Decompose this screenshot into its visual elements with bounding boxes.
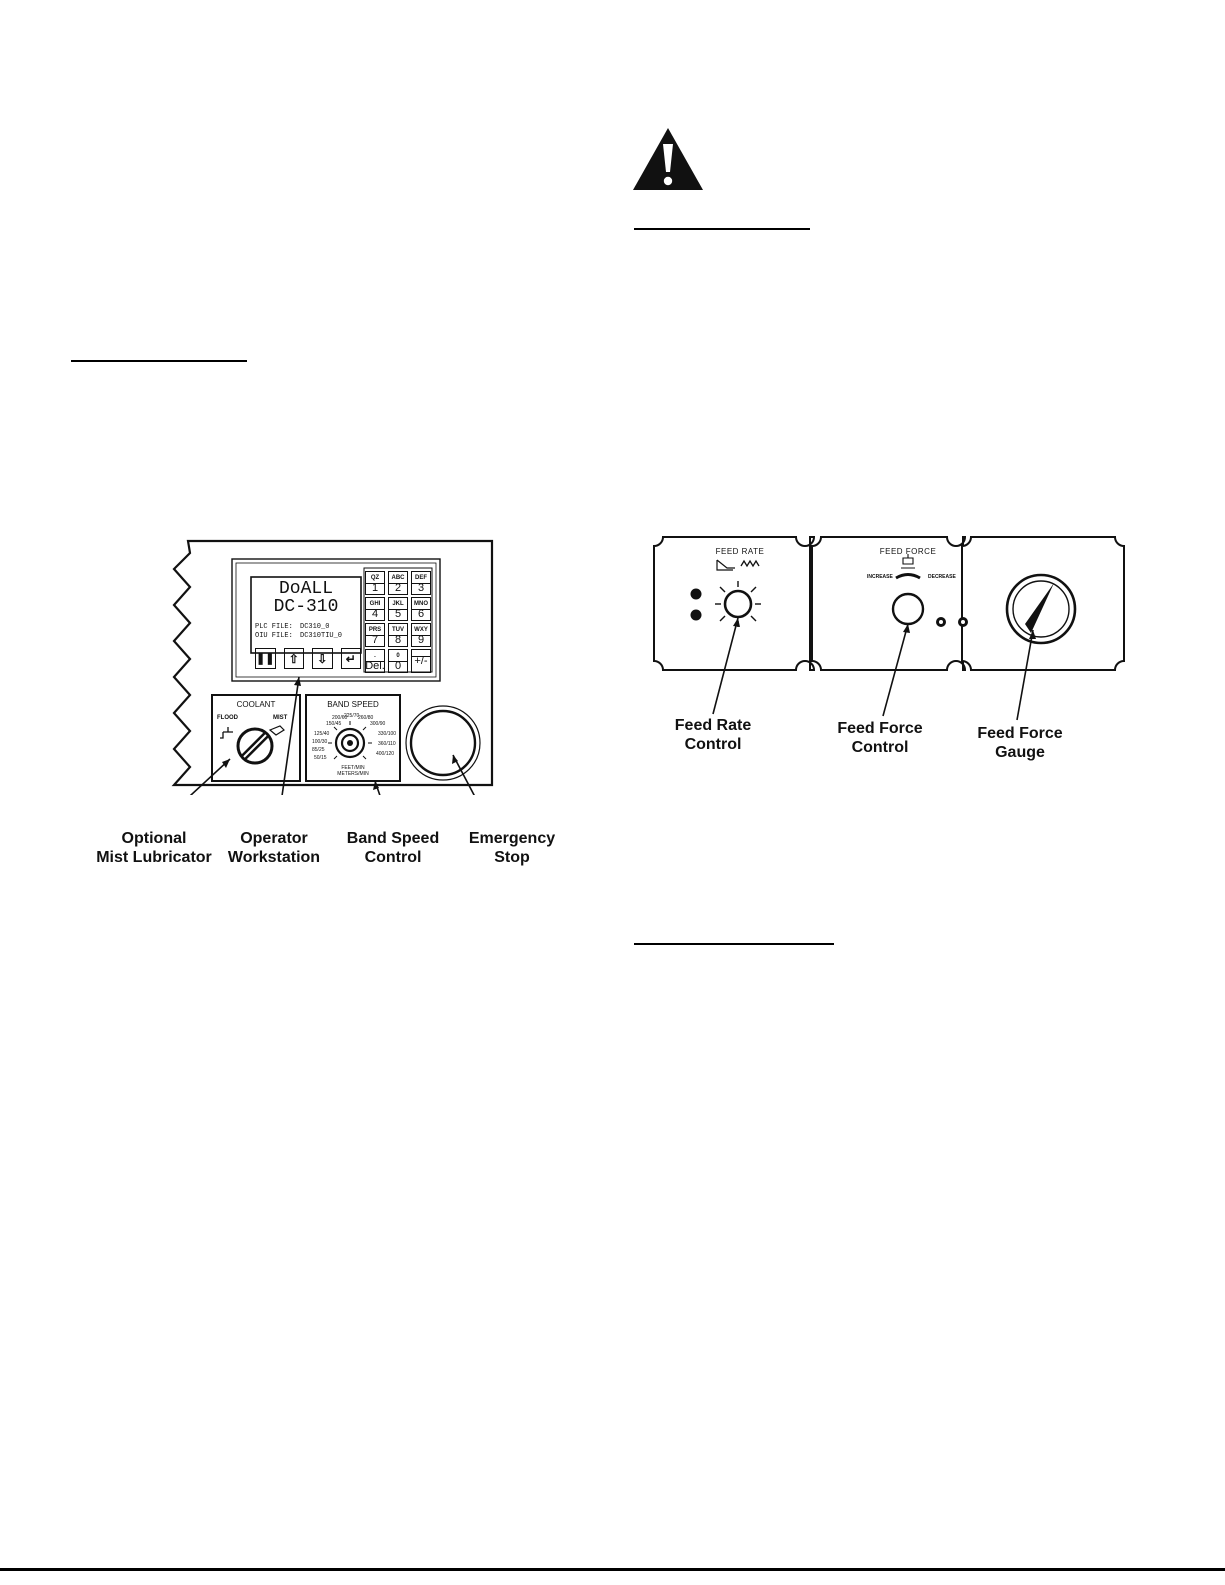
- keypad-key[interactable]: [411, 597, 431, 621]
- lcd-model: DC-310: [273, 597, 339, 617]
- callout-feed-rate-control: Feed Rate Control: [674, 717, 752, 753]
- keypad-key-letters: ABC: [389, 574, 407, 584]
- keypad-key-digit: 8: [394, 633, 402, 646]
- band-speed-scale-mark: 100/30: [312, 739, 328, 745]
- band-speed-scale-mark: 200/60: [332, 715, 348, 721]
- keypad-key-digit: 1: [371, 581, 379, 594]
- keypad-key-digit: 5: [394, 607, 402, 620]
- callout-feed-force-gauge: Feed Force Gauge: [977, 725, 1063, 761]
- keypad-key-letters: TUV: [389, 626, 407, 636]
- keypad-key-letters: MNO: [412, 600, 430, 610]
- nav-buttons: [255, 648, 361, 670]
- lcd-oiu-value: DC310TIU_0: [300, 632, 343, 640]
- keypad-key-letters: DEF: [412, 574, 430, 584]
- scroll-down-button[interactable]: ⇩: [312, 648, 333, 669]
- band-speed-scale-mark: 150/45: [326, 721, 342, 727]
- lcd-plc-value: DC310_0: [300, 623, 330, 631]
- keypad-key[interactable]: [365, 571, 385, 595]
- band-speed-scale-mark: 300/90: [370, 721, 386, 727]
- keypad-key-letters: PRS: [366, 626, 384, 636]
- increase-label: INCREASE: [867, 574, 893, 580]
- keypad-key-letters: .: [366, 652, 384, 662]
- feed-rate-title: FEED RATE: [715, 547, 765, 556]
- feed-force-title: FEED FORCE: [879, 547, 937, 556]
- section-rule-right-top: [634, 228, 810, 230]
- keypad-key-letters: QZ: [366, 574, 384, 584]
- keypad-key-digit: 0: [394, 659, 402, 672]
- section-rule-left: [71, 360, 247, 362]
- keypad-key[interactable]: [411, 649, 431, 673]
- callout-operator-workstation: Operator Workstation: [227, 830, 321, 866]
- page-bottom-border: [0, 1568, 1225, 1571]
- band-speed-scale-mark: 85/25: [312, 747, 325, 753]
- keypad-key[interactable]: [365, 649, 385, 673]
- band-speed-scale-mark: 360/110: [378, 741, 396, 747]
- keypad-key[interactable]: [411, 623, 431, 647]
- lcd-plc-label: PLC FILE:: [255, 623, 293, 631]
- section-rule-right-bottom: [634, 943, 834, 945]
- coolant-flood-label: FLOOD: [217, 715, 238, 721]
- band-speed-units-feet: FEET/MIN: [341, 765, 365, 771]
- keypad-key-digit: 9: [417, 633, 425, 646]
- band-speed-scale-mark: 330/100: [378, 731, 397, 737]
- keypad-key-digit: 4: [371, 607, 379, 620]
- callout-emergency-stop: Emergency Stop: [468, 830, 556, 866]
- keypad-key-digit: +/-: [414, 655, 428, 667]
- keypad-key-digit: 3: [417, 581, 425, 594]
- band-speed-scale-mark: 260/80: [358, 715, 374, 721]
- lcd-brand: DoALL: [278, 579, 333, 599]
- decrease-label: DECREASE: [928, 574, 956, 580]
- keypad-key[interactable]: [365, 623, 385, 647]
- band-speed-title: BAND SPEED: [327, 700, 379, 709]
- keypad-key-digit: 2: [394, 581, 402, 594]
- lcd-oiu-label: OIU FILE:: [255, 632, 293, 640]
- scroll-up-button[interactable]: ⇧: [284, 648, 305, 669]
- band-speed-units-meters: METERS/MIN: [337, 771, 369, 777]
- callout-band-speed-control: Band Speed Control: [346, 830, 440, 866]
- operator-panel-figure: [160, 535, 500, 795]
- keypad: [365, 571, 431, 671]
- keypad-key-letters: 0: [389, 652, 407, 662]
- band-speed-scale-mark: 225/70: [344, 713, 360, 719]
- coolant-mist-label: MIST: [273, 715, 288, 721]
- coolant-title: COOLANT: [236, 700, 276, 709]
- callout-mist-lubricator: Optional Mist Lubricator: [96, 830, 212, 866]
- enter-button[interactable]: ↵: [341, 648, 362, 669]
- keypad-key[interactable]: [388, 597, 408, 621]
- keypad-key-digit: 6: [417, 607, 425, 620]
- keypad-key[interactable]: [411, 571, 431, 595]
- keypad-key[interactable]: [388, 649, 408, 673]
- pause-button[interactable]: ❚❚: [255, 648, 276, 669]
- keypad-key-letters: JKL: [389, 600, 407, 610]
- keypad-key[interactable]: [388, 571, 408, 595]
- callout-feed-force-control: Feed Force Control: [837, 720, 923, 756]
- keypad-key-letters: GHI: [366, 600, 384, 610]
- keypad-key-letters: WXY: [412, 626, 430, 636]
- keypad-key-digit: Del.: [365, 659, 385, 672]
- keypad-key[interactable]: [388, 623, 408, 647]
- warning-icon: [631, 126, 705, 192]
- band-speed-scale: [306, 710, 400, 770]
- keypad-key[interactable]: [365, 597, 385, 621]
- band-speed-scale-mark: 50/15: [314, 755, 327, 761]
- band-speed-scale-mark: 400/120: [376, 751, 395, 757]
- band-speed-scale-mark: 125/40: [314, 731, 330, 737]
- keypad-key-digit: 7: [371, 633, 379, 646]
